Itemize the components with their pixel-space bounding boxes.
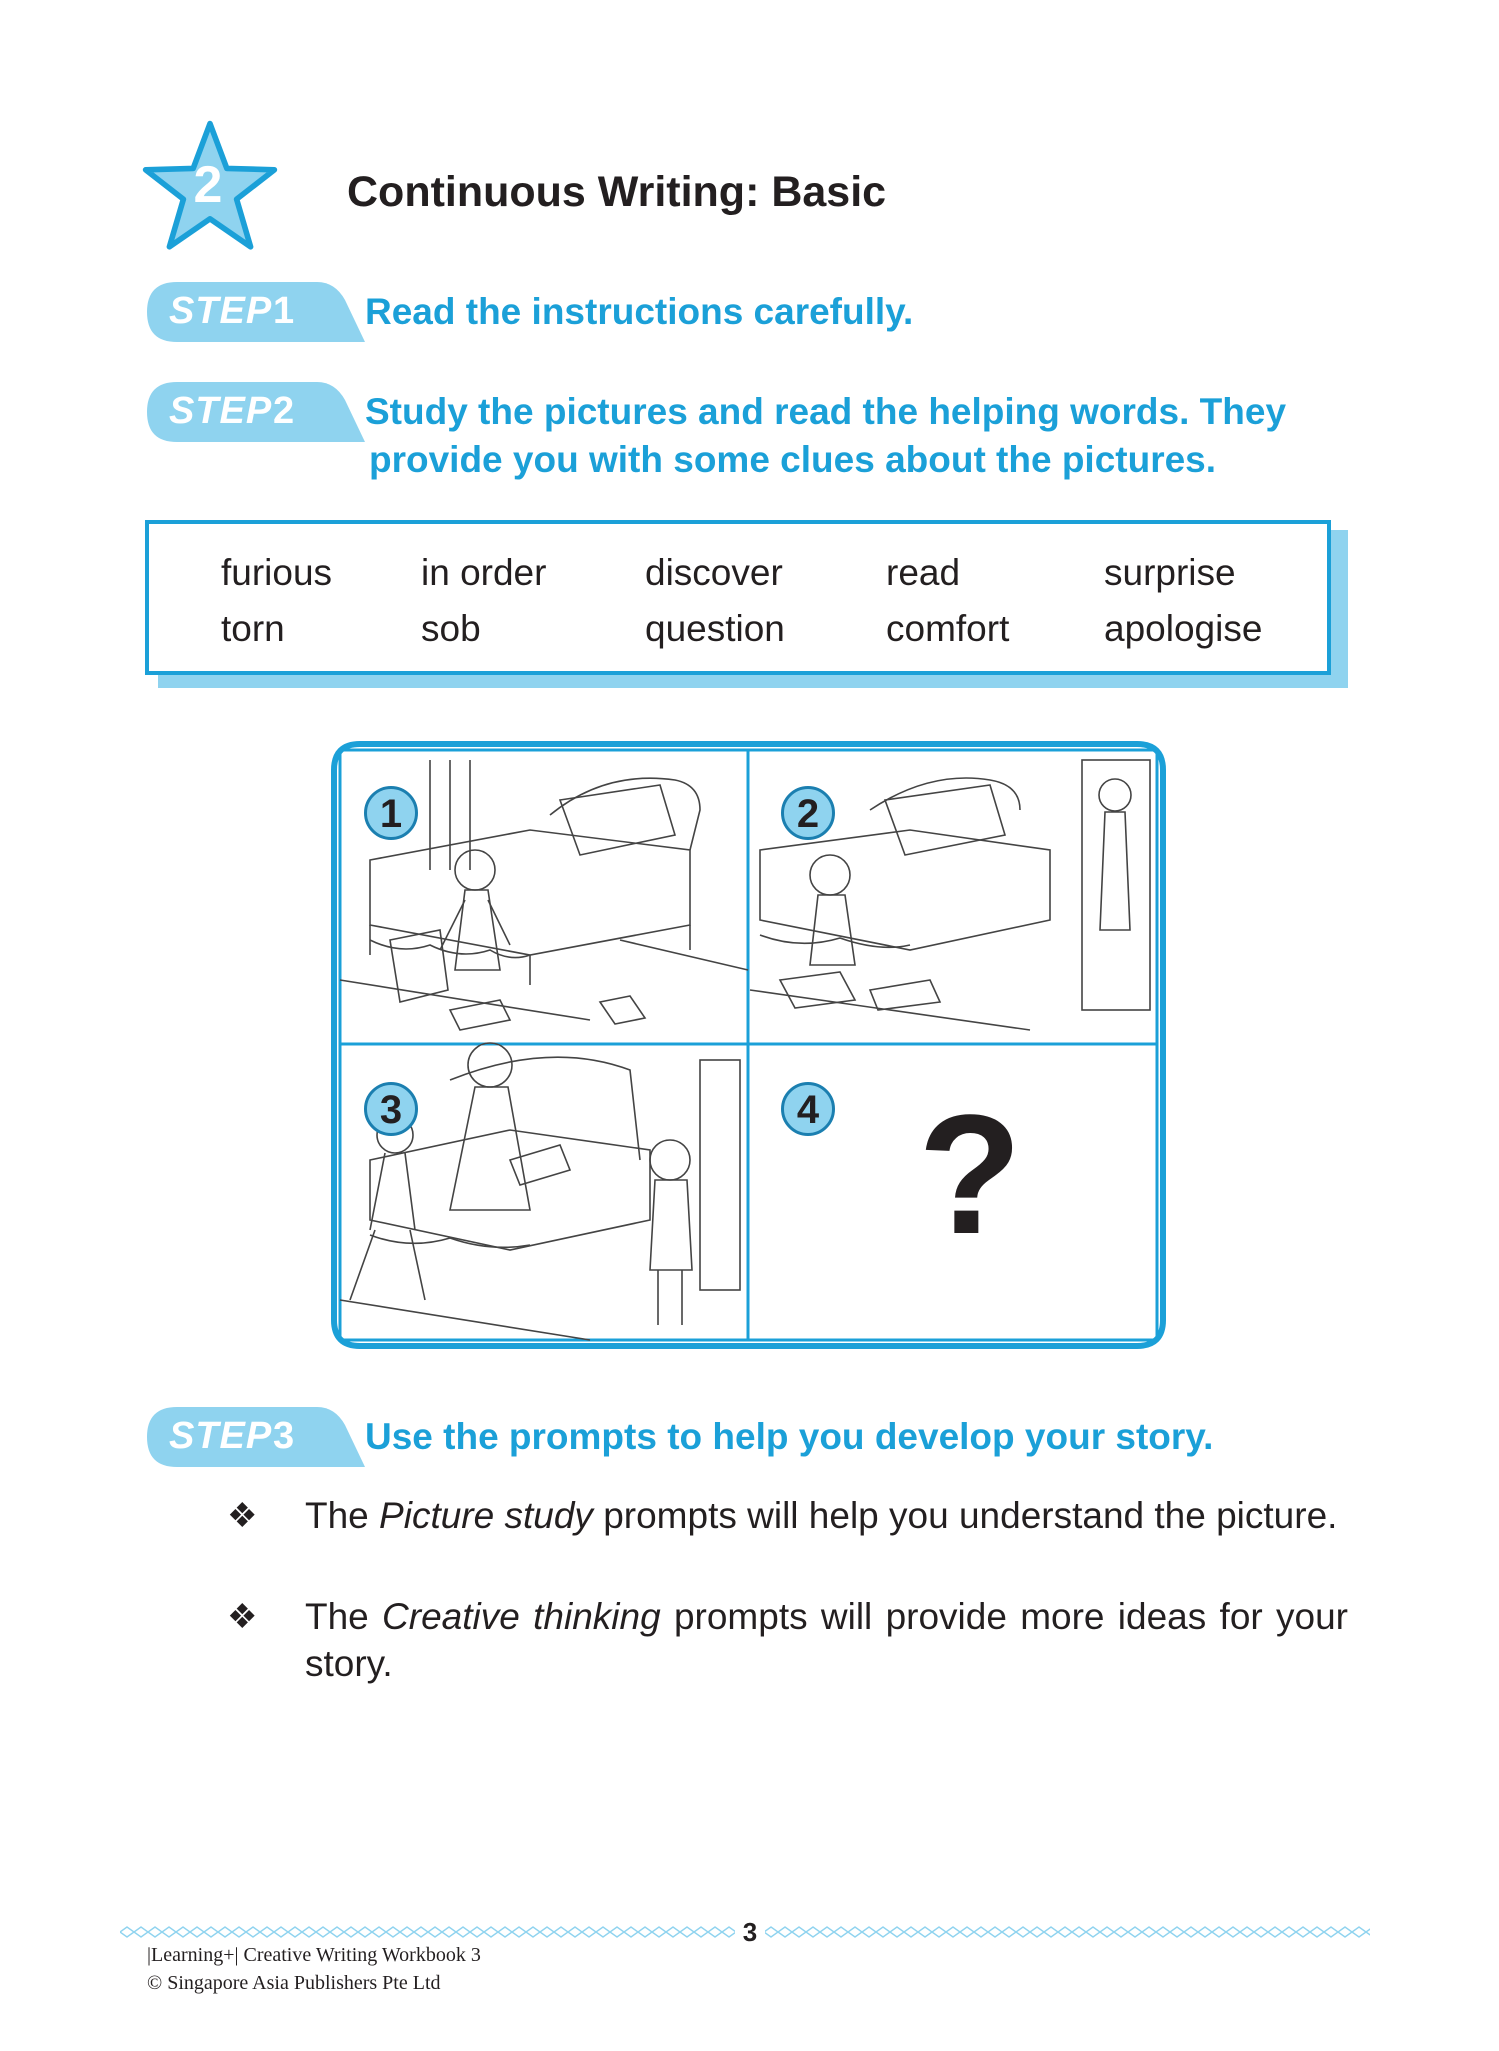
helping-word: in order <box>421 552 547 593</box>
panel-number-1: 1 <box>364 786 418 840</box>
helping-word: apologise <box>1104 608 1263 649</box>
page-title: Continuous Writing: Basic <box>347 168 887 216</box>
bullet-text-start: The <box>305 1596 383 1637</box>
helping-word: surprise <box>1104 552 1236 593</box>
bullet-icon: ❖ <box>227 1598 258 1636</box>
helping-word: sob <box>421 608 481 649</box>
step-2-tag <box>145 380 367 444</box>
bullet-emphasis: Picture study <box>379 1495 593 1536</box>
bullet-item <box>305 1593 1348 1687</box>
bullet-text-end: prompts will help you understand the picture. <box>592 1495 1338 1536</box>
step-1-text <box>365 288 913 336</box>
question-mark: ? <box>918 1080 1022 1270</box>
step-text-line: Study the pictures and read the helping words. They <box>365 391 1287 432</box>
step-text-line: Read the instructions carefully. <box>365 291 914 332</box>
helping-words-box <box>145 520 1331 675</box>
helping-word: furious <box>221 552 333 593</box>
step-number: 1 <box>273 290 295 332</box>
step-label: STEP <box>169 290 273 332</box>
step-text-line: provide you with some clues about the pictures. <box>369 439 1217 480</box>
bullet-text-start: The <box>305 1495 380 1536</box>
picture-grid <box>330 740 1167 1350</box>
bullet-item <box>305 1492 1348 1539</box>
step-1-tag <box>145 280 367 344</box>
page-number: 3 <box>735 1917 765 1948</box>
step-number: 2 <box>273 390 295 432</box>
step-text-line: Use the prompts to help you develop your story. <box>365 1416 1214 1457</box>
panel-number-2: 2 <box>781 786 835 840</box>
step-number: 3 <box>273 1415 295 1457</box>
helping-word: question <box>645 608 785 649</box>
helping-word: discover <box>645 552 783 593</box>
step-label: STEP <box>169 390 273 432</box>
helping-word: read <box>886 552 961 593</box>
helping-word: comfort <box>886 608 1010 649</box>
panel-number-4: 4 <box>781 1082 835 1136</box>
bullet-emphasis: Creative thinking <box>382 1596 661 1637</box>
panel-number-3: 3 <box>364 1082 418 1136</box>
footer-book-title: |Learning+| Creative Writing Workbook 3 <box>147 1944 481 1966</box>
step-2-text <box>365 388 1286 484</box>
helping-word: torn <box>221 608 285 649</box>
bullet-icon: ❖ <box>227 1497 258 1535</box>
step-3-tag <box>145 1405 367 1469</box>
footer-copyright: © Singapore Asia Publishers Pte Ltd <box>147 1972 441 1994</box>
bullet-text-end: prompts will provide more ideas for your story. <box>305 1596 1348 1684</box>
section-number: 2 <box>193 156 223 214</box>
step-label: STEP <box>169 1415 273 1457</box>
step-3-text <box>365 1413 1213 1461</box>
